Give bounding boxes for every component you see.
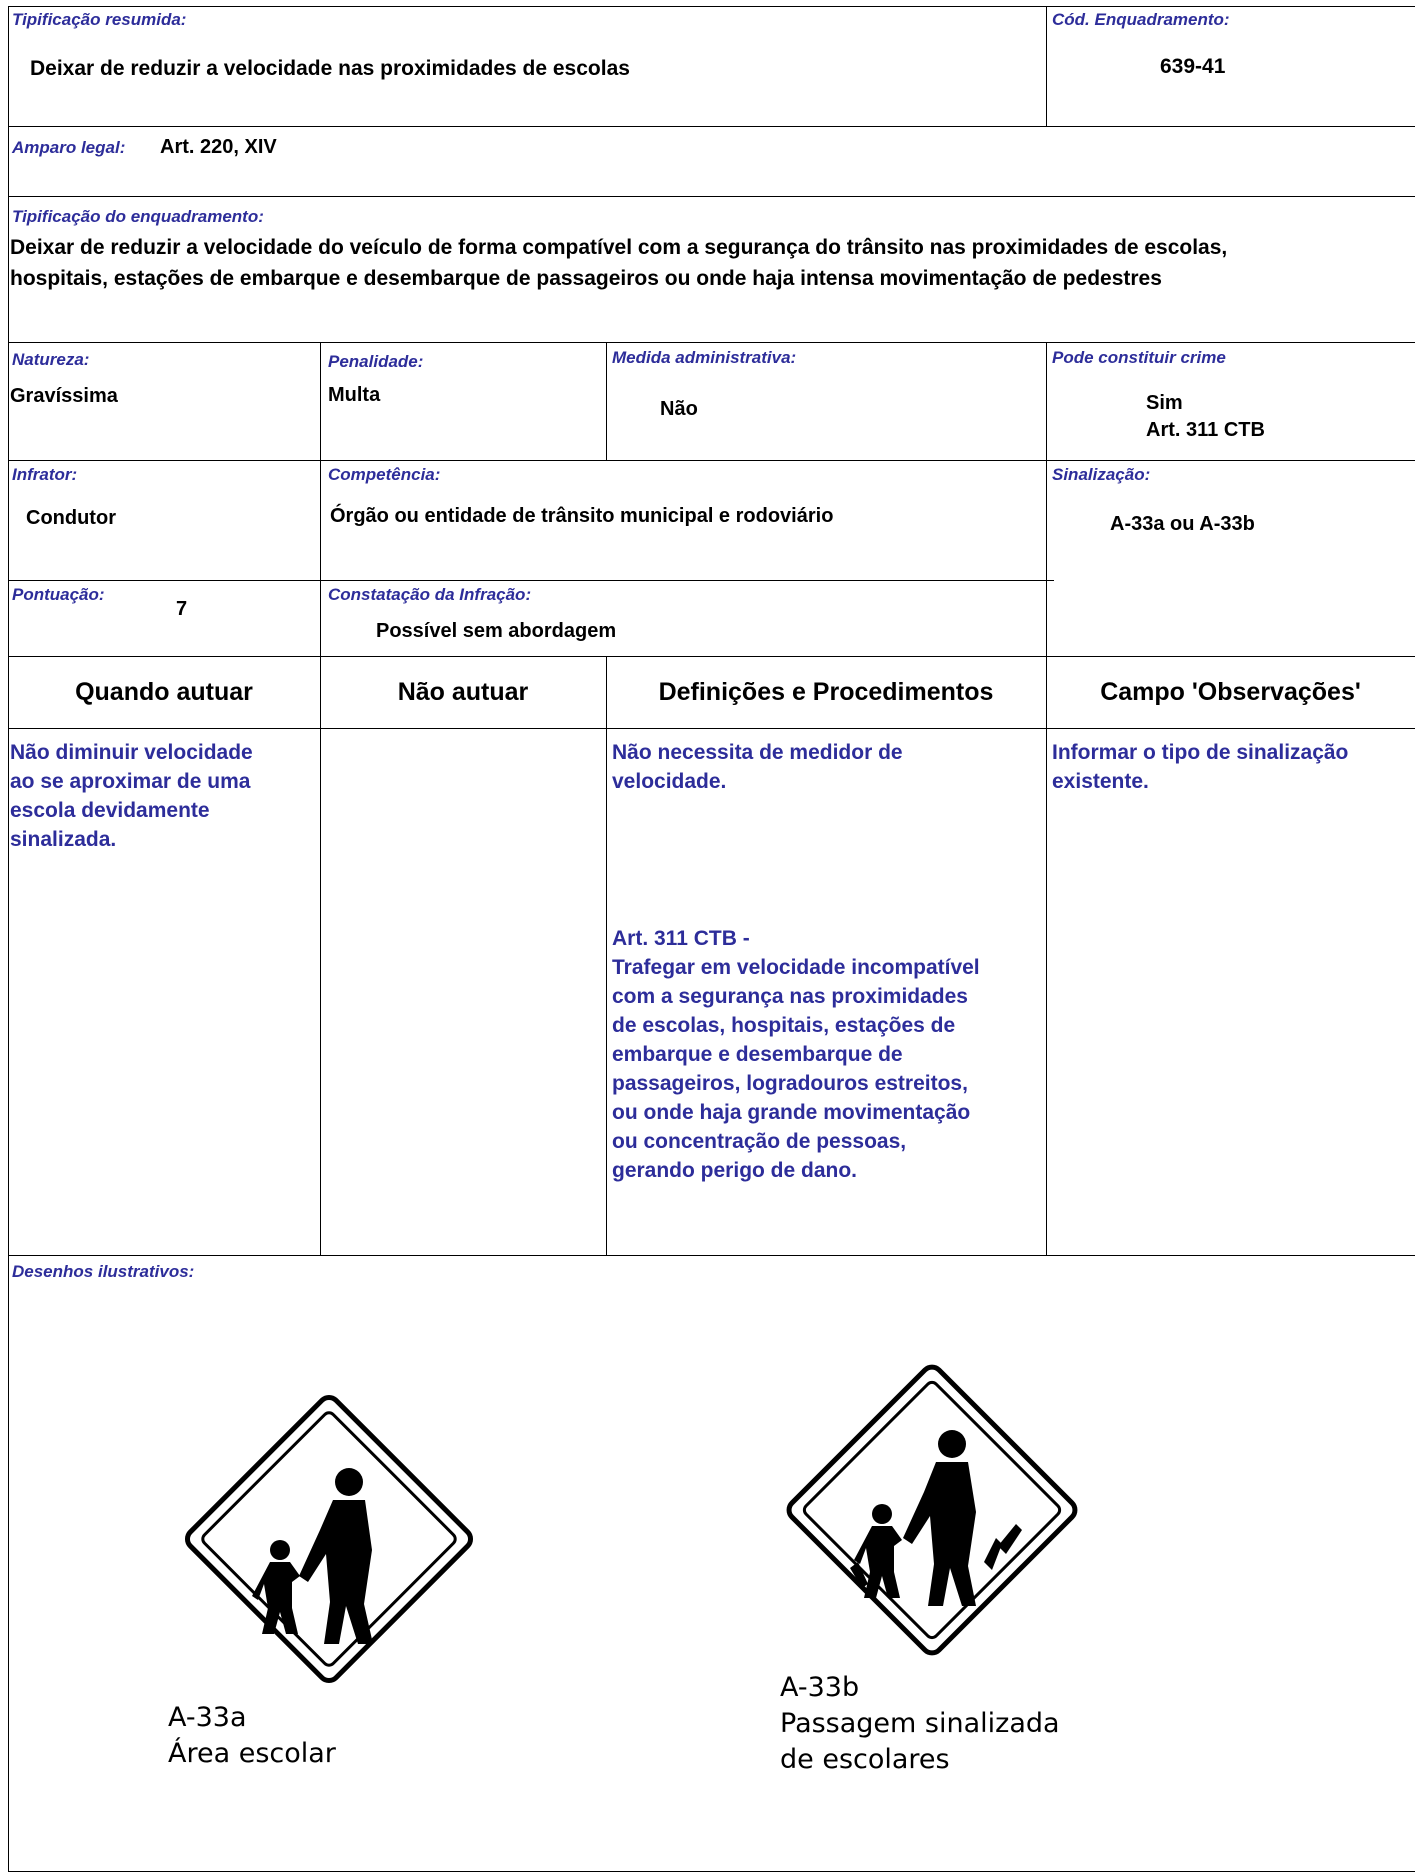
text-line: gerando perigo de dano. xyxy=(612,1159,858,1182)
divider xyxy=(8,342,1415,343)
pontuacao-label: Pontuação: xyxy=(12,585,105,604)
pode-constituir-crime-label: Pode constituir crime xyxy=(1052,348,1226,367)
divider xyxy=(1046,6,1047,126)
text-line: velocidade. xyxy=(612,770,727,793)
text-line: escola devidamente xyxy=(10,799,210,822)
text-line: de escolas, hospitais, estações de xyxy=(612,1014,956,1037)
divider xyxy=(1046,342,1047,1255)
constatacao-value: Possível sem abordagem xyxy=(376,620,617,642)
header-quando-autuar: Quando autuar xyxy=(75,678,253,706)
text-line: Não diminuir velocidade xyxy=(10,741,253,764)
header-nao-autuar: Não autuar xyxy=(397,678,529,706)
medida-administrativa-value: Não xyxy=(660,398,698,420)
sign-a-caption xyxy=(168,1700,336,1772)
penalidade-label: Penalidade: xyxy=(328,352,424,371)
divider xyxy=(606,656,607,1255)
penalidade-value: Multa xyxy=(328,384,381,406)
divider xyxy=(8,728,1415,729)
divider xyxy=(8,656,1415,657)
pode-constituir-crime-value: Sim xyxy=(1146,392,1183,414)
constatacao-label: Constatação da Infração: xyxy=(328,585,532,604)
sign-code: A-33a xyxy=(168,1702,247,1733)
amparo-legal-value: Art. 220, XIV xyxy=(160,136,277,158)
divider xyxy=(8,126,1415,127)
divider xyxy=(8,580,1054,581)
text-line: embarque e desembarque de xyxy=(612,1043,903,1066)
tipificacao-enquadramento-line: hospitais, estações de embarque e desembarque de passageiros ou onde haja intensa movimentação de pedestres xyxy=(10,267,1162,290)
definicoes-text-2 xyxy=(612,924,980,1185)
sign-description: Área escolar xyxy=(168,1738,336,1769)
amparo-legal-label: Amparo legal: xyxy=(12,138,126,157)
cod-enquadramento-label: Cód. Enquadramento: xyxy=(1052,10,1230,29)
text-line: ou onde haja grande movimentação xyxy=(612,1101,971,1124)
header-observacoes: Campo 'Observações' xyxy=(1100,678,1361,706)
header-definicoes: Definições e Procedimentos xyxy=(658,678,994,706)
tipificacao-enquadramento-label: Tipificação do enquadramento: xyxy=(12,207,264,226)
observacoes-text xyxy=(1052,738,1348,796)
text-line: Trafegar em velocidade incompatível xyxy=(612,956,980,979)
divider xyxy=(320,342,321,1255)
text-line: passageiros, logradouros estreitos, xyxy=(612,1072,968,1095)
medida-administrativa-label: Medida administrativa: xyxy=(612,348,797,367)
sign-code: A-33b xyxy=(780,1672,860,1703)
tipificacao-enquadramento-line: Deixar de reduzir a velocidade do veículo de forma compatível com a segurança do trânsito nas proximidades de escolas, xyxy=(10,236,1228,259)
text-line: com a segurança nas proximidades xyxy=(612,985,968,1008)
sinalizacao-value: A-33a ou A-33b xyxy=(1110,513,1255,535)
definicoes-text-1 xyxy=(612,738,903,796)
desenhos-label: Desenhos ilustrativos: xyxy=(12,1262,195,1281)
school-area-sign-icon xyxy=(168,1378,490,1700)
quando-autuar-text xyxy=(10,738,253,854)
sign-description: de escolares xyxy=(780,1744,950,1775)
school-crossing-sign-icon xyxy=(770,1348,1094,1672)
text-line: Art. 311 CTB - xyxy=(612,927,750,950)
text-line: Informar o tipo de sinalização xyxy=(1052,741,1349,764)
divider xyxy=(606,342,607,460)
text-line: Não necessita de medidor de xyxy=(612,741,903,764)
natureza-label: Natureza: xyxy=(12,350,90,369)
divider xyxy=(8,460,1415,461)
natureza-value: Gravíssima xyxy=(10,385,118,407)
text-line: ao se aproximar de uma xyxy=(10,770,251,793)
cod-enquadramento-value: 639-41 xyxy=(1160,55,1226,78)
competencia-label: Competência: xyxy=(328,465,441,484)
infrator-label: Infrator: xyxy=(12,465,78,484)
text-line: ou concentração de pessoas, xyxy=(612,1130,907,1153)
pode-constituir-crime-article: Art. 311 CTB xyxy=(1146,419,1265,441)
sign-b-caption xyxy=(780,1670,1060,1778)
infrator-value: Condutor xyxy=(26,507,116,529)
tipificacao-resumida-value: Deixar de reduzir a velocidade nas proximidades de escolas xyxy=(30,57,630,80)
competencia-value: Órgão ou entidade de trânsito municipal e rodoviário xyxy=(330,505,834,527)
text-line: sinalizada. xyxy=(10,828,117,851)
sinalizacao-label: Sinalização: xyxy=(1052,465,1151,484)
sign-description: Passagem sinalizada xyxy=(780,1708,1060,1739)
tipificacao-resumida-label: Tipificação resumida: xyxy=(12,10,187,29)
divider xyxy=(8,1255,1415,1256)
text-line: existente. xyxy=(1052,770,1149,793)
pontuacao-value: 7 xyxy=(176,598,188,620)
divider xyxy=(8,196,1415,197)
